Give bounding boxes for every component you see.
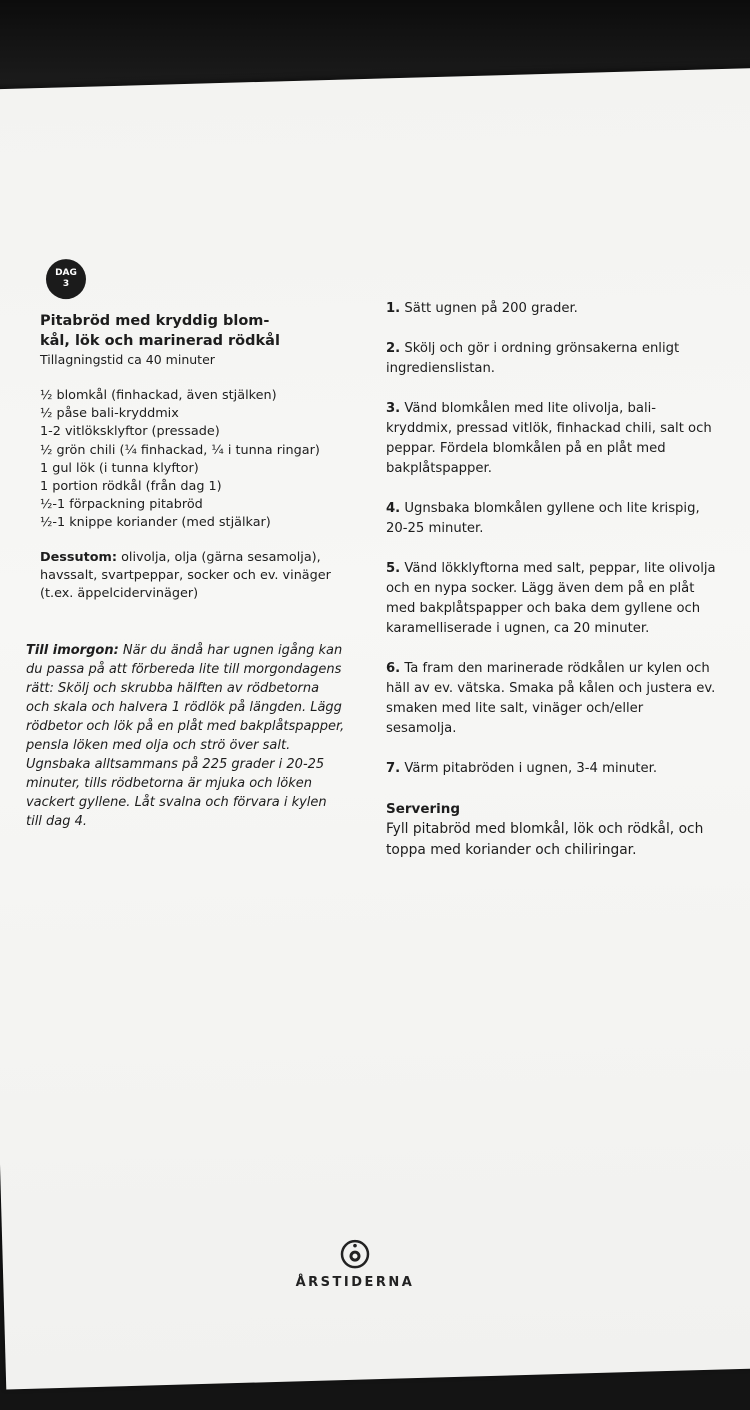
tomorrow-text: När du ändå har ugnen igång kan du passa på att förbereda lite till morgondagens rätt: Skölj och skrubba hälften av rödbetorna och skala och halvera 1 rödlök på längden. Lägg rödbetor och lök på en plåt med bakplåtspapper, pensla löken med olja och strö över salt. Ugnsbaka alltsammans på 225 grader i 20-25 minuter, tills rödbetorna är mjuka och löken vackert gyllene. Låt svalna och förvara i kylen till dag 4. bbox=[25, 642, 345, 829]
day-badge-label: DAG bbox=[55, 268, 77, 279]
recipe-title-line1: Pitabröd med kryddig blom- bbox=[39, 313, 270, 330]
ingredient-item: ½ blomkål (finhackad, även stjälken) bbox=[39, 388, 277, 404]
paper-sheet bbox=[0, 67, 750, 1390]
step-text: Vänd lökklyftorna med salt, peppar, lite olivolja och en nypa socker. Lägg även dem på en plåt med bakplåtspapper och baka dem gyllene och karamelliserade i ugnen, ca 20 minuter. bbox=[385, 561, 716, 637]
day-badge bbox=[46, 259, 86, 299]
brand-logo bbox=[290, 1239, 420, 1290]
step-text: Ugnsbaka blomkålen gyllene och lite krispig, 20-25 minuter. bbox=[385, 501, 700, 537]
pantry-items bbox=[40, 549, 350, 603]
brand-logo-icon bbox=[340, 1239, 370, 1269]
sheet-content bbox=[0, 89, 750, 1389]
instruction-step bbox=[386, 559, 716, 639]
ingredient-item: ½-1 knippe koriander (med stjälkar) bbox=[39, 515, 271, 531]
instruction-step bbox=[386, 499, 716, 539]
ingredient-item: ½ grön chili (¼ finhackad, ¼ i tunna ringar) bbox=[39, 442, 320, 458]
recipe-title bbox=[40, 311, 350, 351]
instruction-step bbox=[386, 299, 716, 319]
ingredient-item: ½-1 förpackning pitabröd bbox=[39, 497, 203, 513]
cooking-time: Tillagningstid ca 40 minuter bbox=[39, 352, 215, 368]
ingredient-list bbox=[40, 387, 350, 533]
ingredient-item: 1 portion rödkål (från dag 1) bbox=[39, 479, 222, 495]
serving-text: Fyll pitabröd med blomkål, lök och rödkål, och toppa med koriander och chiliringar. bbox=[385, 821, 704, 859]
step-number: 6. bbox=[385, 661, 401, 677]
brand-logo-text: ÅRSTIDERNA bbox=[295, 1275, 415, 1291]
step-number: 1. bbox=[385, 301, 401, 317]
ingredient-item: ½ påse bali-kryddmix bbox=[39, 406, 179, 422]
step-text: Vänd blomkålen med lite olivolja, bali-kryddmix, pressad vitlök, finhackad chili, salt och peppar. Fördela blomkålen på en plåt med bakplåtspapper. bbox=[385, 401, 712, 477]
step-number: 3. bbox=[385, 401, 401, 417]
recipe-column bbox=[25, 311, 350, 831]
pantry-label: Dessutom: bbox=[39, 549, 118, 565]
step-number: 4. bbox=[385, 501, 401, 517]
tomorrow-label: Till imorgon: bbox=[25, 642, 119, 658]
ingredient-item: 1-2 vitlöksklyftor (pressade) bbox=[39, 424, 220, 440]
step-text: Sätt ugnen på 200 grader. bbox=[400, 301, 578, 317]
instruction-step bbox=[386, 659, 716, 739]
instruction-step bbox=[386, 399, 716, 479]
step-text: Värm pitabröden i ugnen, 3-4 minuter. bbox=[400, 761, 658, 777]
instruction-step bbox=[386, 759, 716, 779]
step-number: 5. bbox=[385, 561, 401, 577]
ingredient-item: 1 gul lök (i tunna klyftor) bbox=[39, 460, 199, 476]
step-number: 7. bbox=[385, 761, 401, 777]
instruction-step bbox=[386, 339, 716, 379]
recipe-title-line2: kål, lök och marinerad rödkål bbox=[39, 333, 280, 350]
step-number: 2. bbox=[385, 341, 401, 357]
serving-heading: Servering bbox=[385, 801, 461, 818]
step-text: Skölj och gör i ordning grönsakerna enligt ingredienslistan. bbox=[385, 341, 680, 377]
instructions-column bbox=[386, 299, 716, 861]
tomorrow-note bbox=[26, 641, 346, 831]
day-badge-number: 3 bbox=[62, 279, 70, 290]
step-text: Ta fram den marinerade rödkålen ur kylen och häll av ev. vätska. Smaka på kålen och justera ev. smaken med lite salt, vinäger och/eller sesamolja. bbox=[385, 661, 716, 737]
pantry-text: olivolja, olja (gärna sesamolja), havssalt, svartpeppar, socker och ev. vinäger (t.ex. äppelcidervinäger) bbox=[39, 549, 331, 601]
